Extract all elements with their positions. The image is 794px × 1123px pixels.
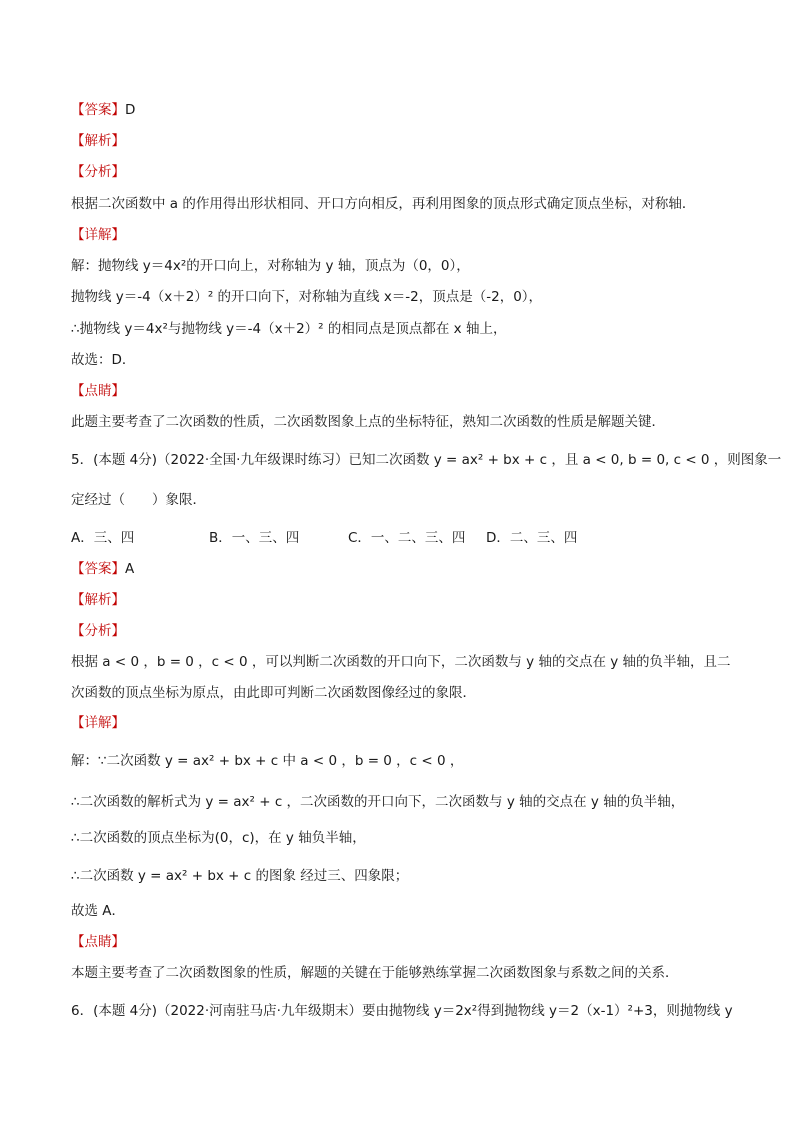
detail-line: 故选 A．	[71, 903, 126, 919]
detail-heading	[71, 713, 125, 733]
answer-line	[71, 559, 134, 579]
comment-heading	[71, 932, 125, 952]
detail-tag: 【详解】	[71, 715, 125, 731]
detail-line: 抛物线 y＝-4（x＋2）² 的开口向下，对称轴为直线 x＝-2，顶点是（-2，0），	[71, 289, 543, 305]
question-stem: 6．(本题 4分)（2022·河南驻马店·九年级期末）要由抛物线 y＝2x²得到抛物线 y＝2（x-1）²+3，则抛物线 y	[71, 1003, 733, 1019]
option-a: A．三、四	[71, 530, 135, 546]
option-b: B．一、三、四	[209, 530, 300, 546]
analysis-heading	[71, 590, 125, 610]
detail-heading	[71, 225, 125, 245]
comment-text: 本题主要考查了二次函数图象的性质，解题的关键在于能够熟练掌握二次函数图象与系数之间的关系．	[71, 965, 679, 981]
detail-line: 解：∵二次函数 y = ax² + bx + c 中 a < 0 ，b = 0 ，c < 0 ，	[71, 753, 464, 769]
fenxi-tag: 【分析】	[71, 623, 125, 639]
detail-line: ∴二次函数的顶点坐标为(0，c)，在 y 轴负半轴，	[71, 830, 366, 846]
comment-heading	[71, 381, 125, 401]
fenxi-text: 根据 a < 0 ，b = 0 ，c < 0 ，可以判断二次函数的开口向下，二次函数与 y 轴的交点在 y 轴的负半轴，且二	[71, 654, 731, 670]
option-c: C．一、二、三、四	[348, 530, 466, 546]
detail-line: 故选：D．	[71, 352, 136, 368]
answer-line	[71, 100, 135, 120]
fenxi-heading	[71, 162, 125, 182]
answer-value: D	[125, 102, 136, 118]
detail-line: ∴二次函数的解析式为 y = ax² + c ，二次函数的开口向下，二次函数与 y 轴的交点在 y 轴的负半轴，	[71, 794, 685, 810]
fenxi-heading	[71, 621, 125, 641]
analysis-tag: 【解析】	[71, 133, 125, 149]
answer-tag: 【答案】	[71, 561, 125, 577]
analysis-tag: 【解析】	[71, 592, 125, 608]
option-d: D．二、三、四	[486, 530, 578, 546]
question-stem-cont: 定经过（ ）象限．	[71, 492, 206, 508]
answer-tag: 【答案】	[71, 102, 125, 118]
analysis-heading	[71, 131, 125, 151]
comment-tag: 【点睛】	[71, 934, 125, 950]
fenxi-tag: 【分析】	[71, 164, 125, 180]
fenxi-text-cont: 次函数的顶点坐标为原点，由此即可判断二次函数图像经过的象限．	[71, 685, 476, 701]
question-stem: 5．(本题 4分)（2022·全国·九年级课时练习）已知二次函数 y = ax² + bx + c ，且 a < 0, b = 0, c < 0 ，则图象一	[71, 452, 782, 468]
detail-line: 解：抛物线 y＝4x²的开口向上，对称轴为 y 轴，顶点为（0，0），	[71, 258, 470, 274]
comment-tag: 【点睛】	[71, 383, 125, 399]
detail-line: ∴抛物线 y＝4x²与抛物线 y＝-4（x＋2）² 的相同点是顶点都在 x 轴上，	[71, 321, 507, 337]
comment-text: 此题主要考查了二次函数的性质，二次函数图象上点的坐标特征，熟知二次函数的性质是解题关键．	[71, 414, 665, 430]
answer-value: A	[125, 561, 135, 577]
fenxi-text: 根据二次函数中 a 的作用得出形状相同、开口方向相反，再利用图象的顶点形式确定顶点坐标，对称轴．	[71, 196, 696, 212]
detail-line: ∴二次函数 y = ax² + bx + c 的图象 经过三、四象限；	[71, 868, 409, 884]
detail-tag: 【详解】	[71, 227, 125, 243]
